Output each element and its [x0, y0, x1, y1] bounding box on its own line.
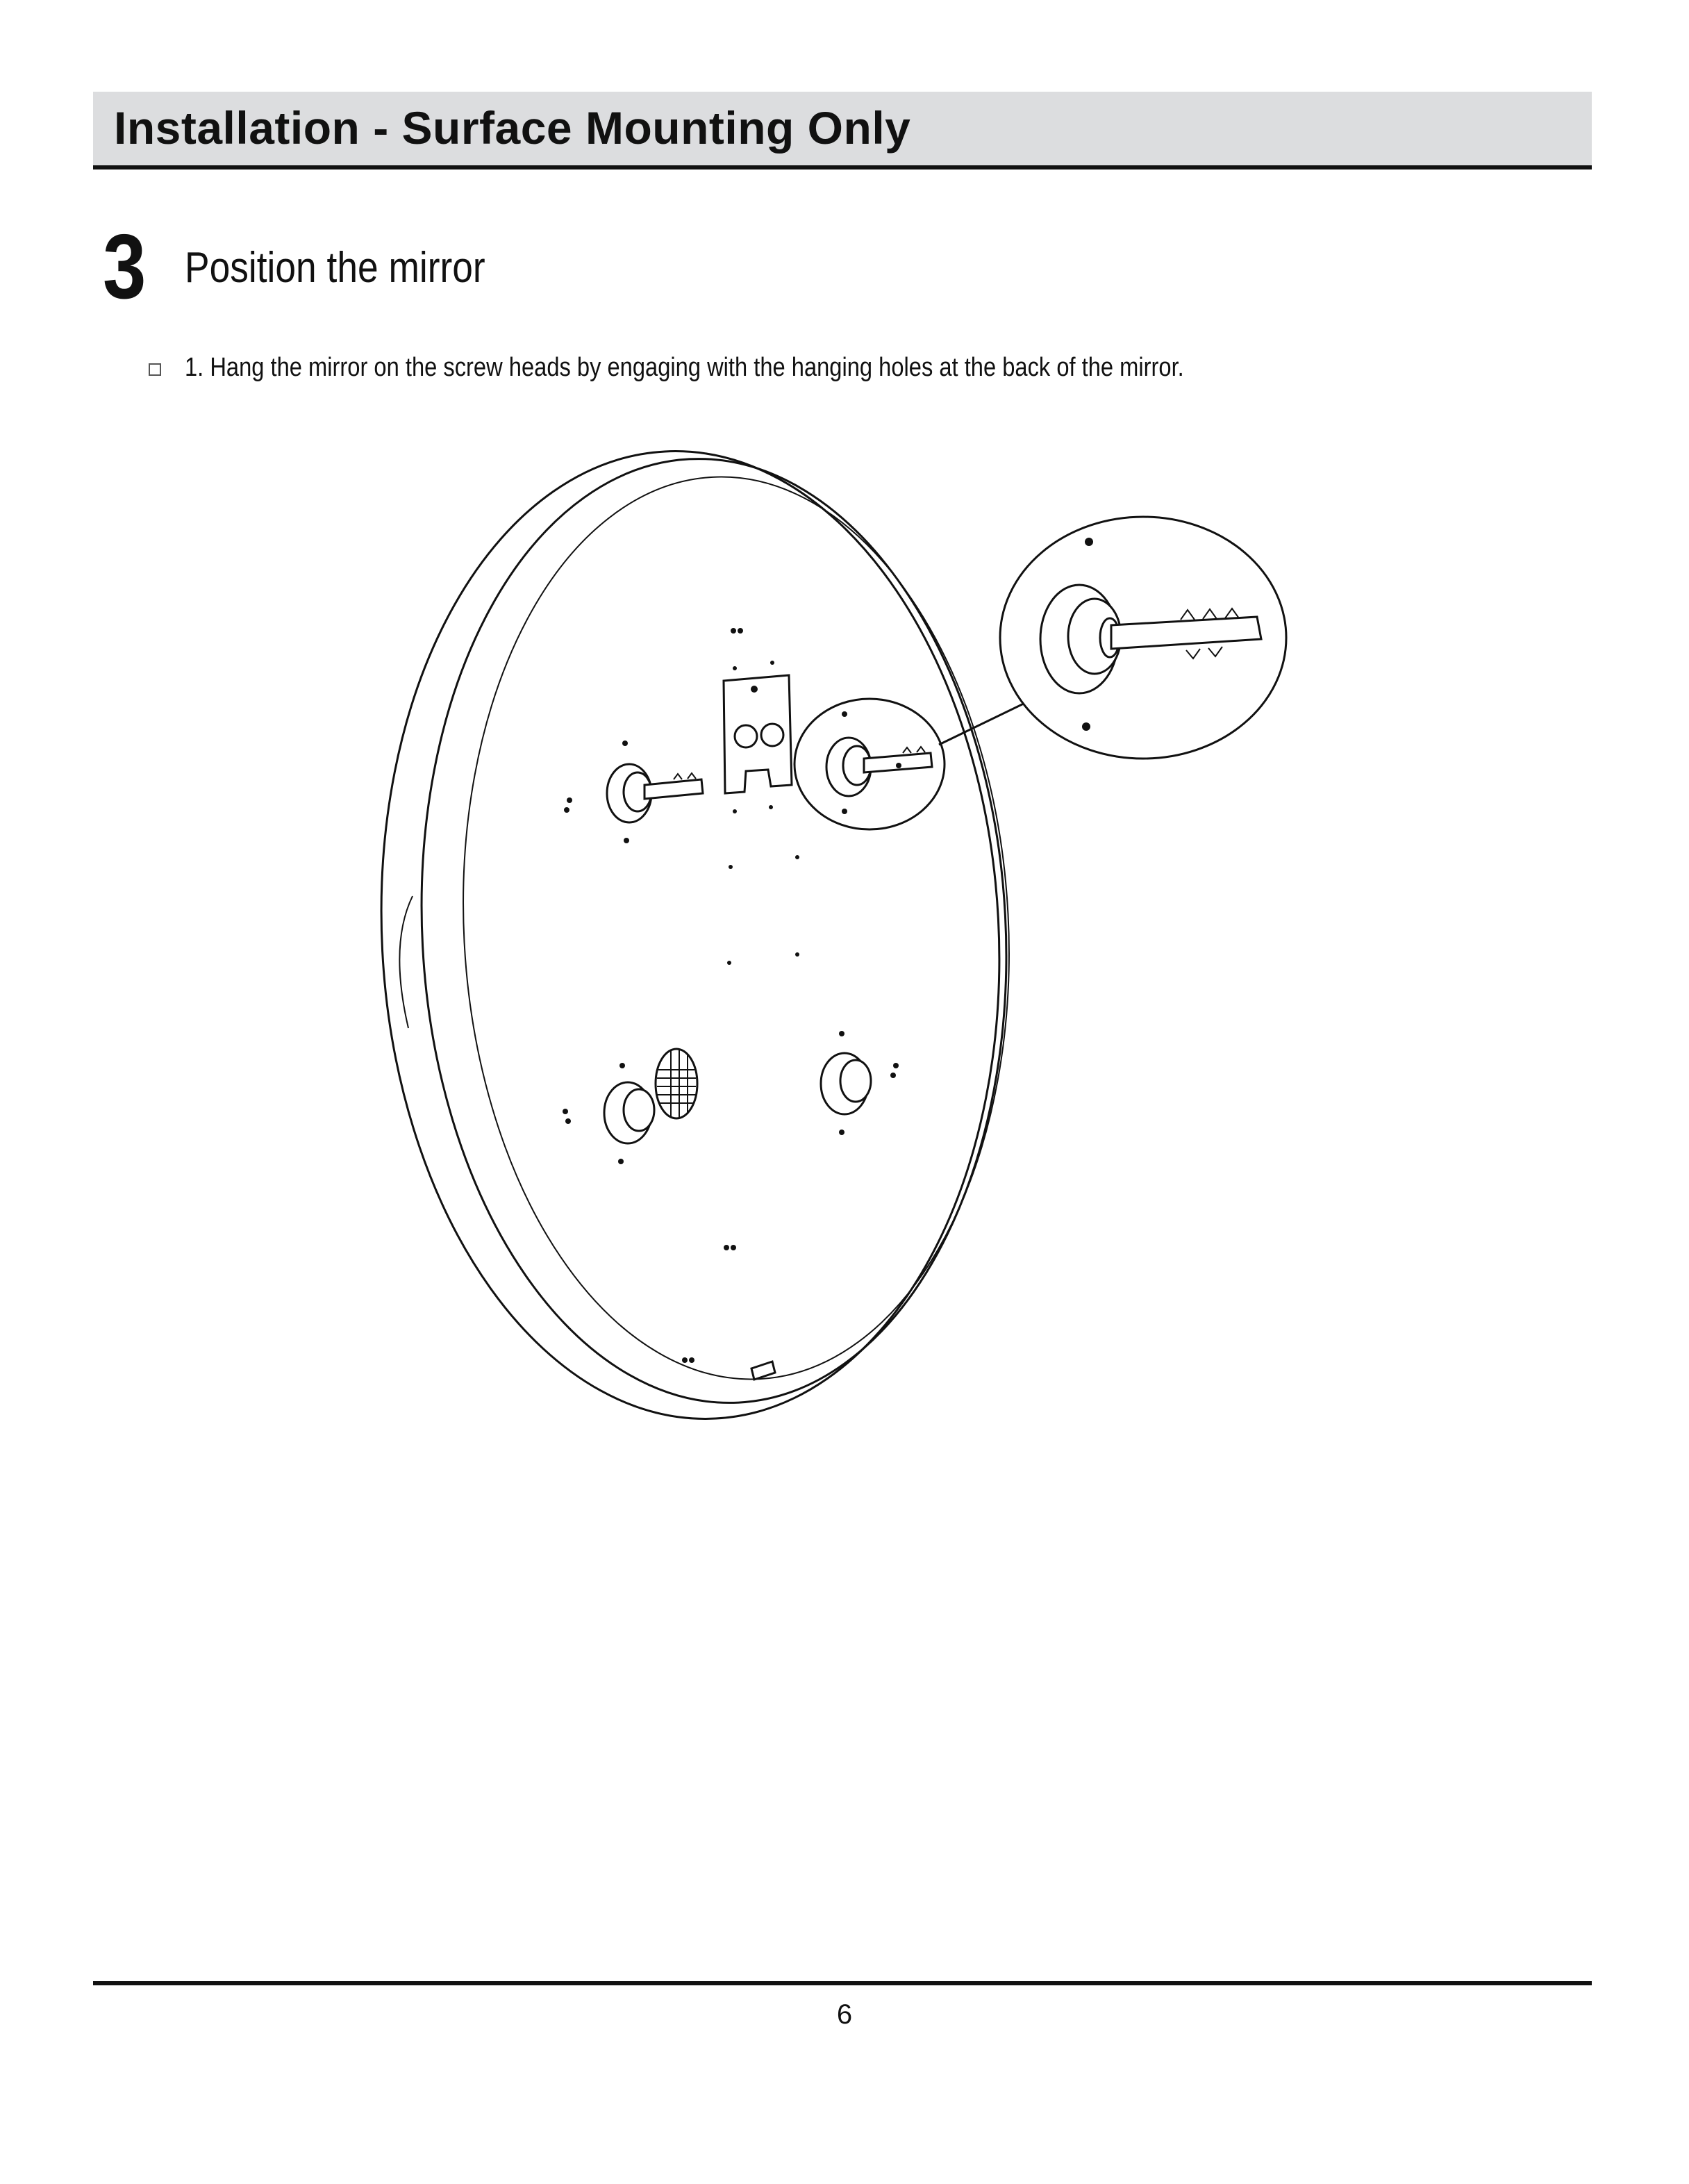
page-number: 6 — [836, 1999, 853, 2030]
checkbox-icon[interactable] — [149, 363, 161, 376]
callout-detail — [1000, 517, 1286, 759]
callout-leader — [939, 702, 1028, 745]
lower-right-cup — [821, 1053, 871, 1114]
step-number: 3 — [103, 215, 147, 317]
instruction-text: 1. Hang the mirror on the screw heads by engaging with the hanging holes at the back of the mirror. — [185, 353, 1184, 382]
right-hanging-hole — [826, 738, 932, 796]
left-hanging-hole — [607, 764, 703, 822]
mirror-illustration — [347, 417, 1320, 1445]
mirror-back-panel — [398, 444, 1030, 1418]
mirror-outer-rim — [357, 436, 1024, 1435]
speaker-grille — [656, 1049, 697, 1118]
section-header — [93, 92, 1592, 169]
lower-left-cup — [604, 1082, 654, 1143]
footer-divider — [93, 1981, 1592, 1985]
step-title: Position the mirror — [185, 244, 485, 292]
instruction-item — [149, 353, 1468, 388]
section-title: Installation - Surface Mounting Only — [114, 102, 911, 154]
